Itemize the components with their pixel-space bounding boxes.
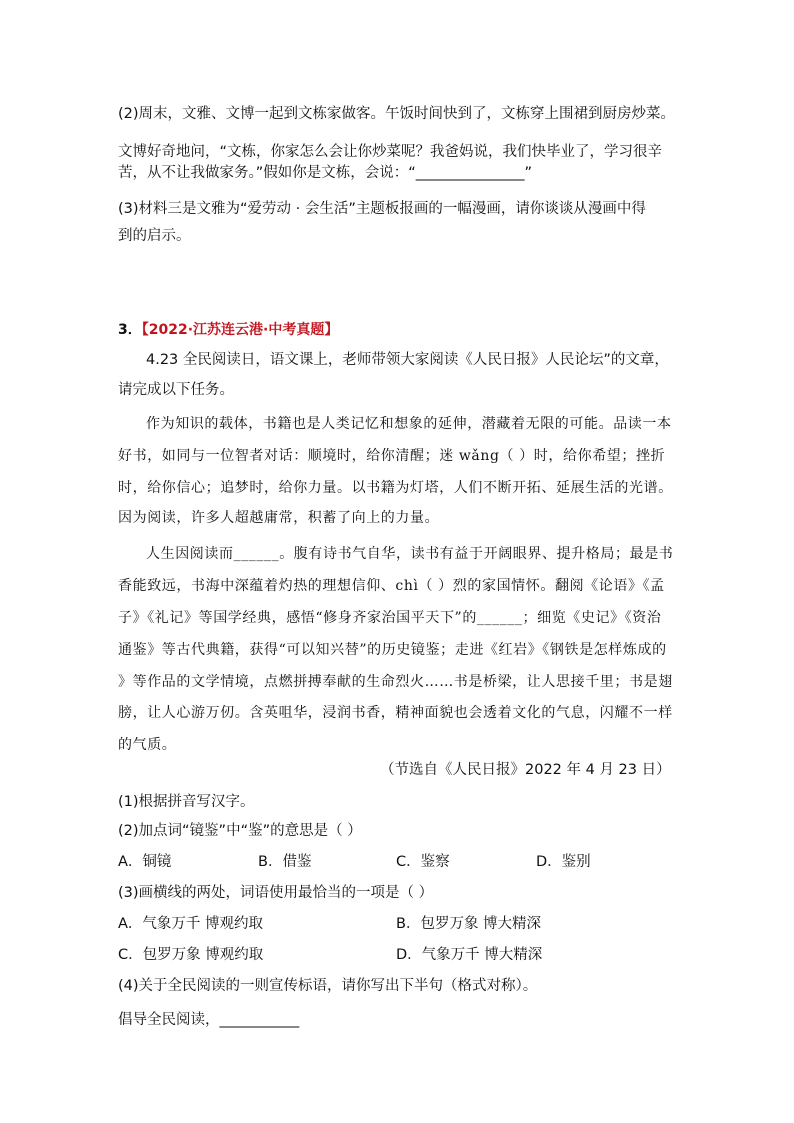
citation: （节选自《人民日报》2022 年 4 月 23 日） (380, 762, 671, 778)
option-d[interactable]: D．鉴别 (536, 854, 591, 870)
q2-line-2: 文博好奇地问，“文栋，你家怎么会让你炒菜呢？我爸妈说，我们快毕业了，学习很辛 (118, 144, 663, 160)
passage-line: 香能致远，书海中深蕴着灼热的理想信仰、chì（ ）烈的家国情怀。翻阅《论语》《孟 (118, 578, 665, 594)
option-a[interactable]: A．气象万千 博观约取 (118, 916, 264, 932)
q2-line-1: (2)周末，文雅、文博一起到文栋家做客。午饭时间快到了，文栋穿上围裙到厨房炒菜。 (118, 106, 676, 122)
option-c[interactable]: C．鉴察 (396, 854, 450, 870)
passage-line: 通鉴》等古代典籍，获得“可以知兴替”的历史镜鉴；走进《红岩》《钢铁是怎样炼成的 (118, 642, 667, 658)
sub-question-2: (2)加点词“镜鉴”中“鉴”的意思是（ ） (118, 823, 362, 839)
passage-line: 人生因阅读而______。腹有诗书气自华，读书有益于开阔眼界、提升格局；最是书 (146, 546, 674, 562)
sub-question-4: (4)关于全民阅读的一则宣传标语，请你写出下半句（格式对称）。 (118, 978, 538, 994)
intro-line-1: 4.23 全民阅读日，语文课上，老师带领大家阅读《人民日报》人民论坛”的文章， (146, 352, 669, 368)
option-b[interactable]: B．包罗万象 博大精深 (396, 916, 542, 932)
passage-line: 因为阅读，许多人超越庸常，积蓄了向上的力量。 (118, 510, 440, 526)
passage-line: 的气质。 (118, 737, 177, 753)
option-c[interactable]: C．包罗万象 博观约取 (118, 947, 264, 963)
passage-line: 》等作品的文学情境，点燃拼搏奉献的生命烈火……书是桥梁，让人思接千里；书是翅 (118, 674, 673, 690)
option-a[interactable]: A．铜镜 (118, 854, 172, 870)
question-3-heading (118, 320, 338, 340)
source-tag: 【2022·江苏连云港·中考真题】 (141, 322, 339, 338)
q2-line-3: 苦，从不让我做家务。”假如你是文栋，会说：“_______________” (118, 165, 533, 181)
option-d[interactable]: D．气象万千 博大精深 (396, 947, 543, 963)
sub-question-1: (1)根据拼音写汉字。 (118, 794, 255, 810)
intro-line-2: 请完成以下任务。 (118, 382, 234, 398)
q3-line-1: (3)材料三是文雅为“爱劳动 · 会生活”主题板报画的一幅漫画，请你谈谈从漫画中得 (118, 201, 646, 217)
passage-line: 子》《礼记》等国学经典，感悟“修身齐家治国平天下”的______；细览《史记》《资治 (118, 610, 662, 626)
q3-line-2: 到的启示。 (118, 228, 191, 244)
question-number: 3． (118, 322, 142, 338)
sub-question-3: (3)画横线的两处，词语使用最恰当的一项是（ ） (118, 885, 434, 901)
option-b[interactable]: B．借鉴 (258, 854, 312, 870)
passage-line: 好书，如同与一位智者对话：顺境时，给你清醒；迷 wǎng（ ）时，给你希望；挫折 (118, 448, 666, 464)
passage-line: 时，给你信心；追梦时，给你力量。以书籍为灯塔，人们不断开拓、延展生活的光谱。 (118, 480, 673, 496)
passage-line: 作为知识的载体，书籍也是人类记忆和想象的延伸，潜藏着无限的可能。品读一本 (146, 416, 672, 432)
answer-line[interactable]: 倡导全民阅读，___________ (118, 1012, 300, 1028)
passage-line: 膀，让人心游万仞。含英咀华，浸润书香，精神面貌也会透着文化的气息，闪耀不一样 (118, 705, 673, 721)
